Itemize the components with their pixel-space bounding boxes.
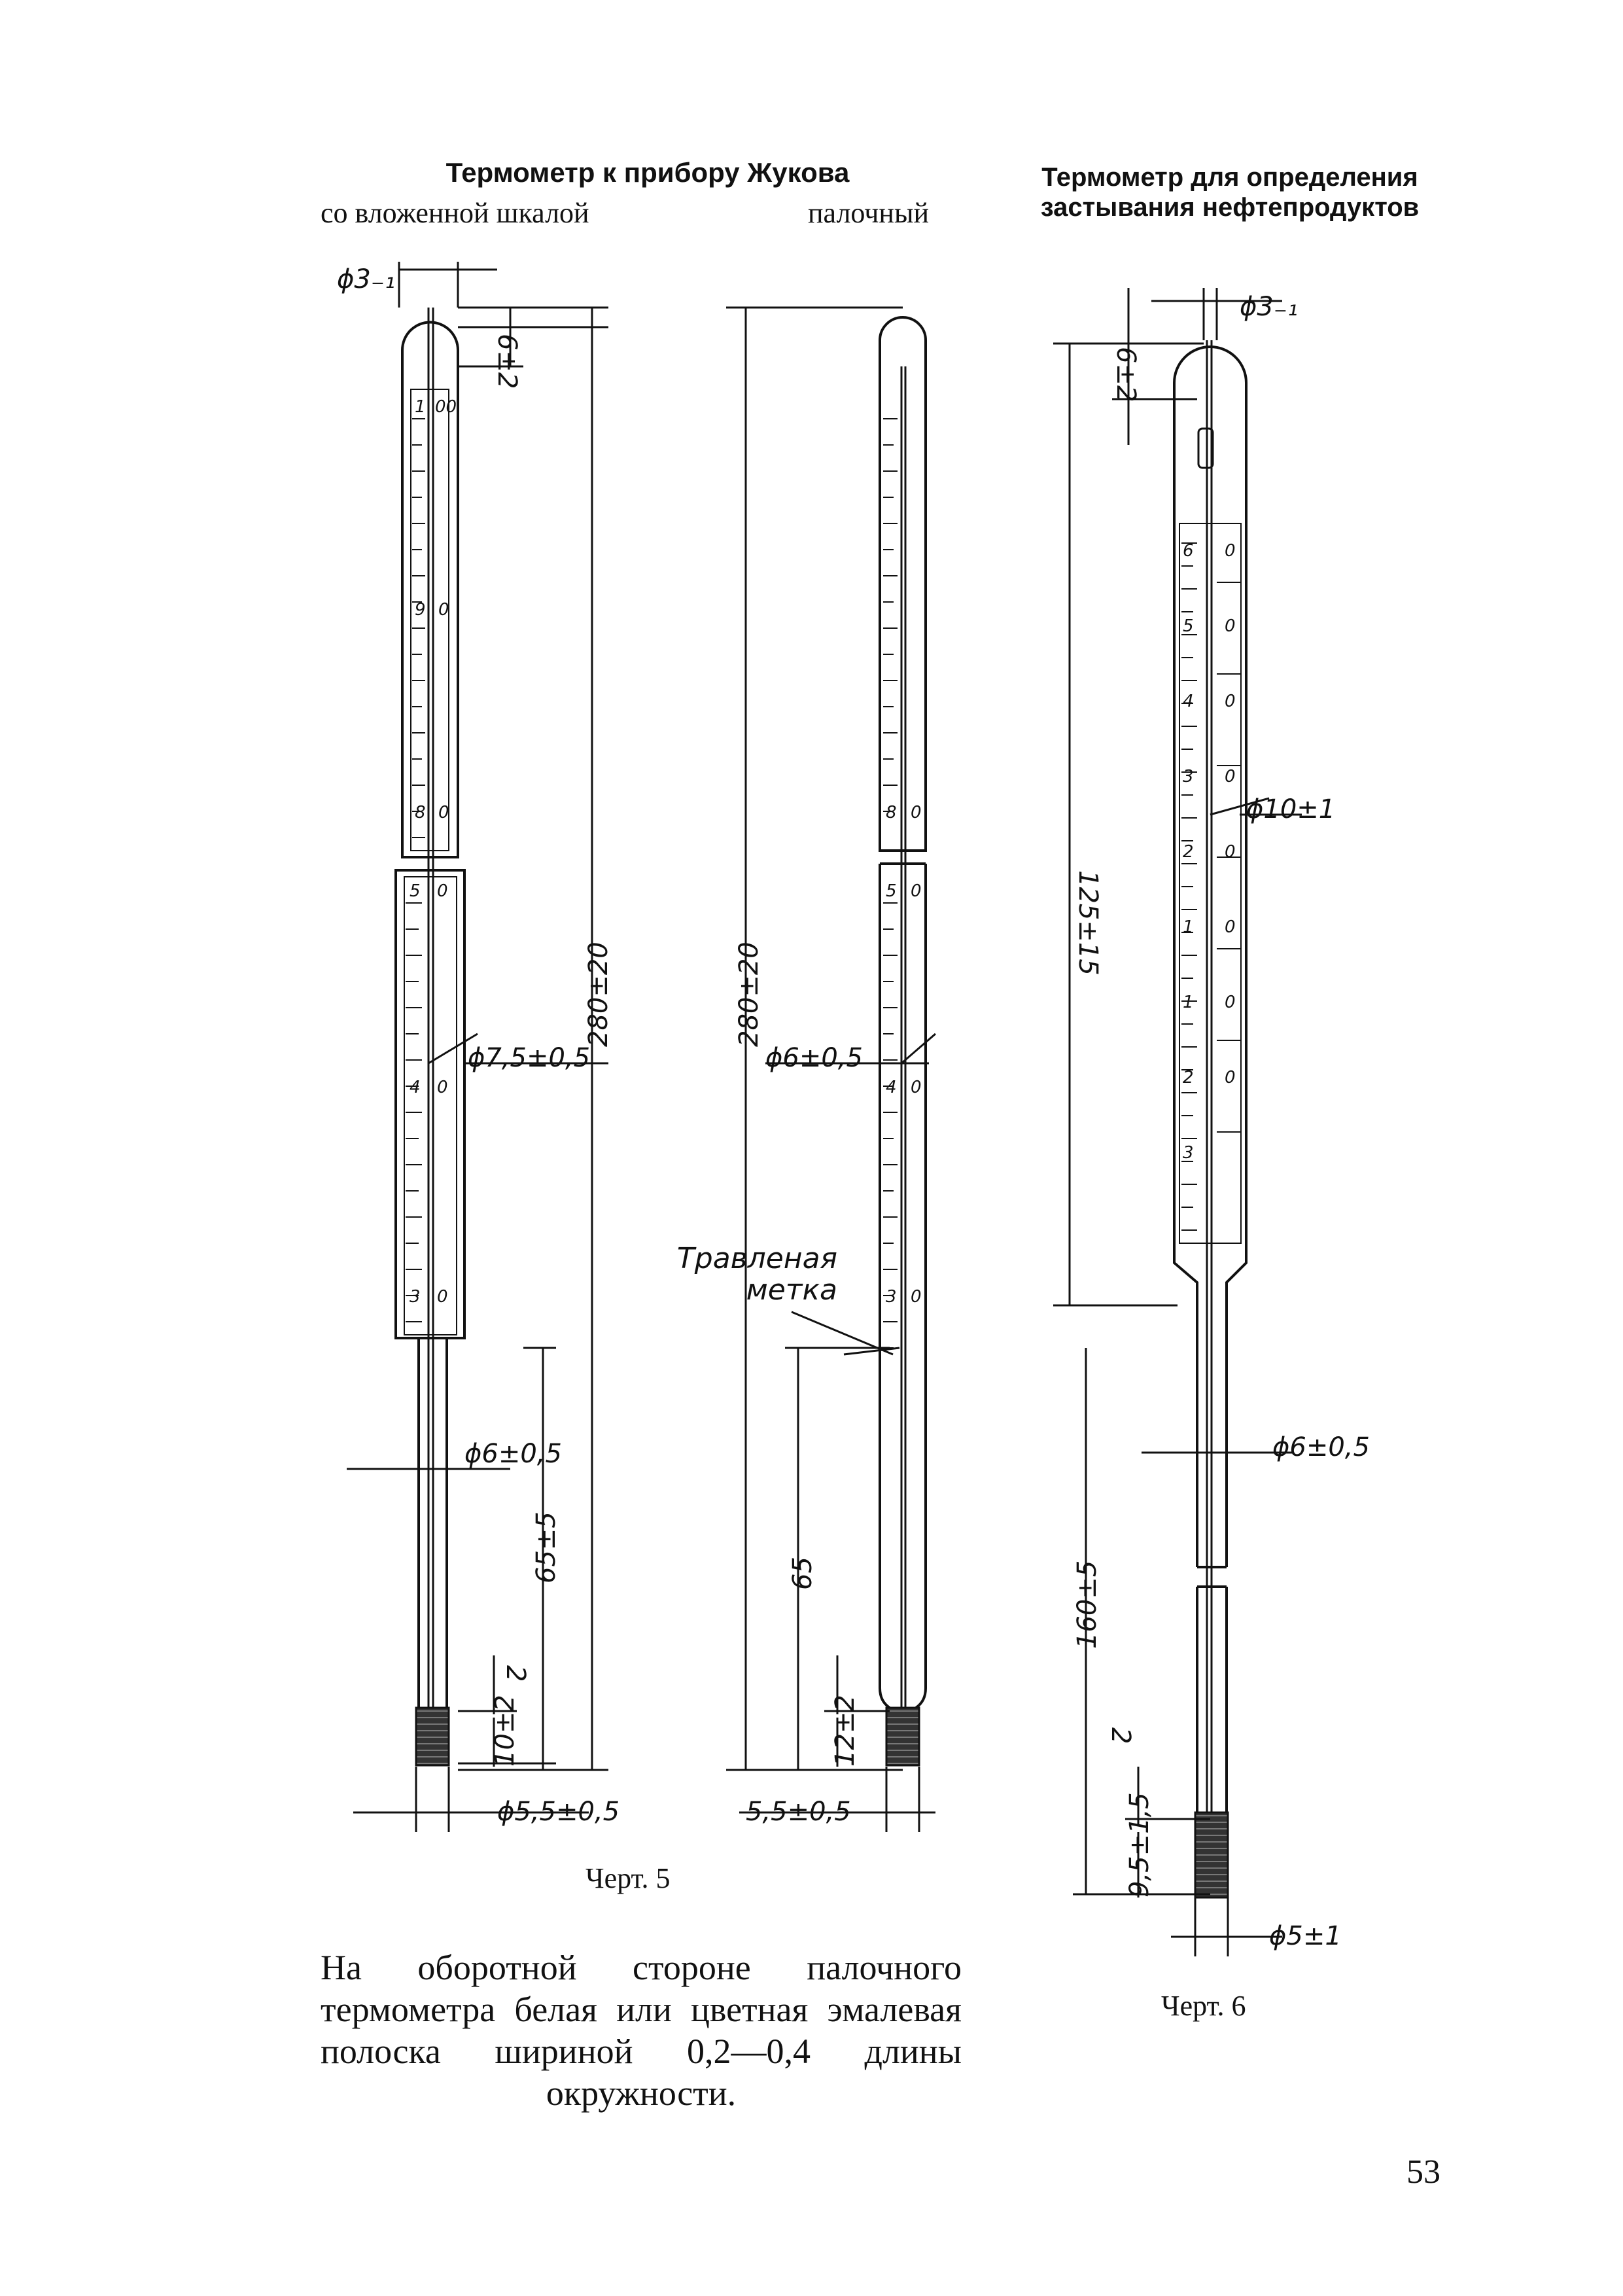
middle-bulb-diameter: 5,5±0,5	[746, 1797, 851, 1827]
left-stem-diameter: ϕ6±0,5	[464, 1439, 562, 1469]
left-scale-number: 1	[415, 397, 426, 417]
middle-bulb-length: 12±2	[830, 1695, 860, 1767]
left-scale-number: 3	[410, 1287, 421, 1307]
right-scale-number: 3	[1183, 767, 1194, 786]
right-scale-number: 1	[1183, 917, 1194, 937]
right-scale-number: 4	[1183, 692, 1194, 711]
left-scale-number: 0	[438, 600, 449, 620]
left-scale-number: 00	[435, 397, 457, 417]
left-total-length: 280±20	[584, 942, 614, 1047]
right-scale-number: 3	[1183, 1143, 1194, 1163]
right-scale-number: 2	[1183, 1068, 1194, 1087]
middle-scale-number: 4	[886, 1078, 897, 1097]
note-paragraph: На оборотной стороне палочного термометра белая или цветная эмалевая полоска шириной 0,2—0,4 длины окружности.	[321, 1948, 962, 2113]
right-upper-length: 125±15	[1073, 870, 1103, 976]
right-scale-number: 0	[1225, 616, 1236, 636]
left-bulb-length: 10±2	[490, 1695, 520, 1767]
right-scale-number: 0	[1225, 993, 1236, 1012]
middle-body-diameter: ϕ6±0,5	[765, 1043, 863, 1073]
right-body-diameter: ϕ10±1	[1246, 794, 1336, 824]
middle-scale-number: 0	[911, 1287, 922, 1307]
left-bulb-gap: 2	[500, 1665, 531, 1682]
right-scale-number: 2	[1183, 842, 1194, 862]
right-top-length: 6±2	[1111, 347, 1141, 402]
left-tip-diameter: ϕ3₋₁	[337, 264, 395, 294]
figure5-title: Термометр к прибору Жукова	[445, 157, 850, 188]
left-top-length: 6±2	[492, 334, 522, 389]
etched-mark-label: Травленая метка	[676, 1242, 837, 1307]
figure5-right-subtitle: палочный	[808, 197, 930, 229]
middle-scale-number: 3	[886, 1287, 897, 1307]
left-scale-number: 5	[410, 881, 421, 901]
left-scale-number: 0	[437, 1078, 448, 1097]
middle-scale-number: 0	[911, 803, 922, 822]
left-stem-length: 65±5	[531, 1511, 561, 1583]
left-body-diameter: ϕ7,5±0,5	[468, 1043, 591, 1073]
left-scale-number: 4	[410, 1078, 421, 1097]
left-scale-number: 8	[415, 803, 426, 822]
middle-total-length: 280±20	[734, 942, 764, 1047]
right-bulb-length: 9,5±1,5	[1125, 1792, 1155, 1898]
figure6-caption: Черт. 6	[1161, 1990, 1246, 2022]
figure6-title: Термометр для определения застывания нефтепродуктов	[1040, 163, 1420, 222]
left-scale-number: 9	[415, 600, 426, 620]
middle-stem-length: 65	[788, 1557, 818, 1590]
right-scale-number: 0	[1225, 1068, 1236, 1087]
middle-scale-number: 0	[911, 881, 922, 901]
right-scale-number: 0	[1225, 692, 1236, 711]
right-scale-number: 0	[1225, 917, 1236, 937]
figure5-left-subtitle: со вложенной шкалой	[321, 197, 589, 229]
right-scale-number: 0	[1225, 842, 1236, 862]
left-scale-number: 0	[437, 881, 448, 901]
right-scale-number: 6	[1183, 541, 1194, 561]
middle-scale-number: 0	[911, 1078, 922, 1097]
right-stem-diameter: ϕ6±0,5	[1272, 1432, 1370, 1462]
page-number: 53	[1406, 2153, 1440, 2191]
middle-scale-number: 5	[886, 881, 897, 901]
right-lower-length: 160±5	[1072, 1560, 1102, 1649]
left-bulb-diameter: ϕ5,5±0,5	[497, 1797, 620, 1827]
right-scale-number: 5	[1183, 616, 1194, 636]
figure5-caption: Черт. 5	[585, 1862, 671, 1894]
right-bulb-gap: 2	[1106, 1727, 1136, 1744]
right-tip-diameter: ϕ3₋₁	[1240, 292, 1298, 322]
right-bulb-diameter: ϕ5±1	[1269, 1921, 1342, 1951]
left-scale-number: 0	[438, 803, 449, 822]
right-scale-number: 0	[1225, 767, 1236, 786]
right-scale-number: 0	[1225, 541, 1236, 561]
middle-scale-number: 8	[886, 803, 897, 822]
right-scale-number: 1	[1183, 993, 1194, 1012]
left-scale-number: 0	[437, 1287, 448, 1307]
